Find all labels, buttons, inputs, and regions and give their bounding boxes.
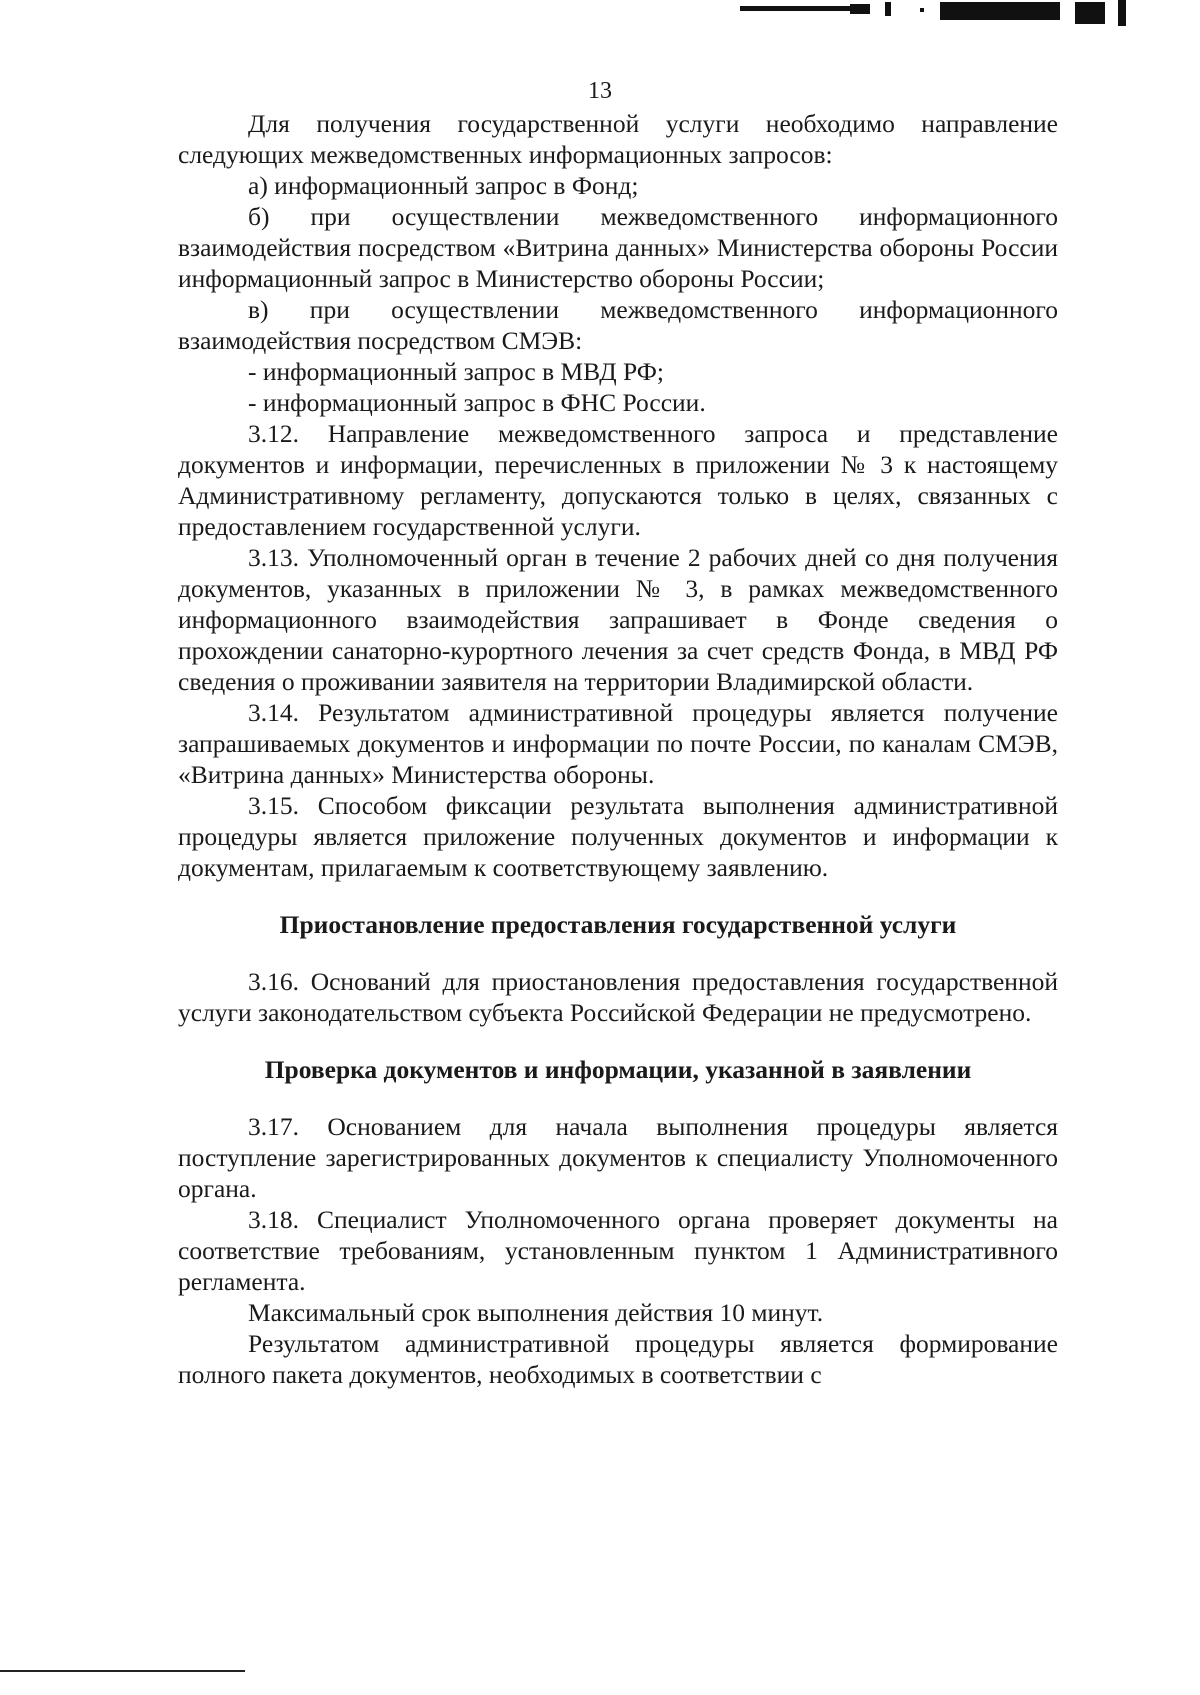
paragraph-p-3-15: 3.15. Способом фиксации результата выполнения административной процедуры является приложение полученных документов и информации к документам, прилагаемым к соответствующему заявлению. bbox=[178, 791, 1058, 882]
paragraph-p-result: Результатом административной процедуры является формирование полного пакета документов, необходимых в соответствии с bbox=[178, 1329, 1058, 1389]
scan-marks bbox=[740, 0, 1160, 26]
section-top bbox=[178, 108, 1058, 883]
paragraph-p-max: Максимальный срок выполнения действия 10 минут. bbox=[248, 1298, 824, 1327]
heading-document-check: Проверка документов и информации, указанной в заявлении bbox=[264, 1055, 972, 1084]
paragraph-p-3-16: 3.16. Оснований для приостановления предоставления государственной услуги законодательством субъекта Российской Федерации не предусмотрено. bbox=[178, 967, 1058, 1027]
document-body bbox=[178, 108, 1058, 1390]
paragraph-p-3-18: 3.18. Специалист Уполномоченного органа проверяет документы на соответствие требованиям, установленным пунктом 1 Административного регламента. bbox=[178, 1205, 1058, 1296]
section-middle bbox=[178, 966, 1058, 1028]
paragraph-item-c1: - информационный запрос в МВД РФ; bbox=[248, 357, 664, 386]
paragraph-p-3-17: 3.17. Основанием для начала выполнения процедуры является поступление зарегистрированных документов к специалисту Уполномоченного органа. bbox=[178, 1112, 1058, 1203]
paragraph-item-b: б) при осуществлении межведомственного информационного взаимодействия посредством «Витрина данных» Министерства обороны России информационный запрос в Министерство обороны России; bbox=[178, 202, 1058, 293]
paragraph-item-c: в) при осуществлении межведомственного информационного взаимодействия посредством СМЭВ: bbox=[178, 295, 1058, 355]
paragraph-item-c2: - информационный запрос в ФНС России. bbox=[248, 388, 706, 417]
paragraph-p-3-14: 3.14. Результатом административной процедуры является получение запрашиваемых документов и информации по почте России, по каналам СМЭВ, «Витрина данных» Министерства обороны. bbox=[178, 698, 1058, 789]
paragraph-p-3-13: 3.13. Уполномоченный орган в течение 2 рабочих дней со дня получения документов, указанных в приложении № 3, в рамках межведомственного информационного взаимодействия запрашивает в Фонде сведения о прохождении санаторно-курортного лечения за счет средств Фонда, в МВД РФ сведения о проживании заявителя на территории Владимирской области. bbox=[178, 543, 1058, 696]
heading-suspension: Приостановление предоставления государственной услуги bbox=[279, 910, 957, 939]
section-bottom bbox=[178, 1111, 1058, 1390]
paragraph-item-a: а) информационный запрос в Фонд; bbox=[248, 171, 639, 200]
page-number: 13 bbox=[588, 78, 612, 104]
footnote-rule bbox=[0, 1670, 245, 1672]
paragraph-intro: Для получения государственной услуги необходимо направление следующих межведомственных информационных запросов: bbox=[178, 109, 1058, 169]
paragraph-p-3-12: 3.12. Направление межведомственного запроса и представление документов и информации, перечисленных в приложении № 3 к настоящему Административному регламенту, допускаются только в целях, связанных с предоставлением государственной услуги. bbox=[178, 419, 1058, 541]
